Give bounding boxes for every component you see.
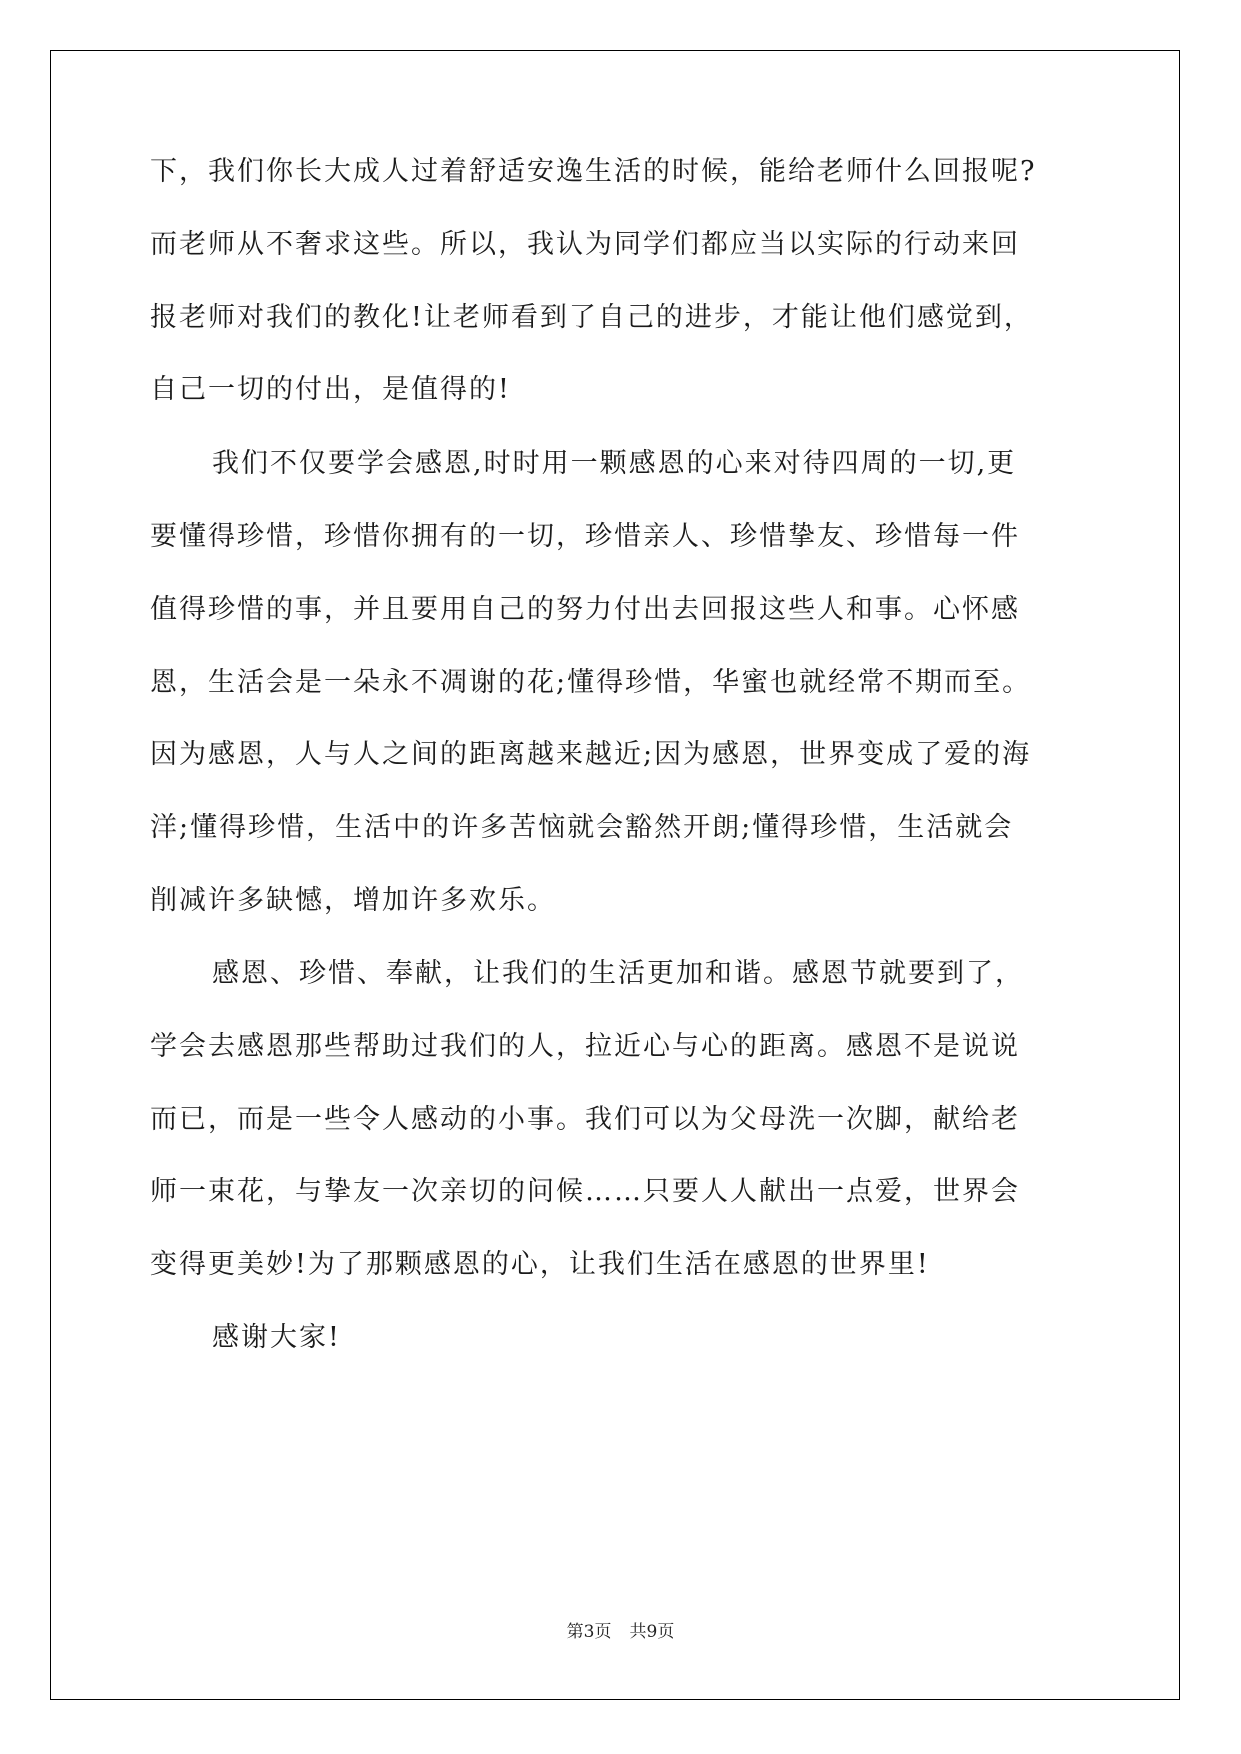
paragraph-2-line-4: 恩，生活会是一朵永不凋谢的花;懂得珍惜，华蜜也就经常不期而至。 <box>150 667 1032 698</box>
page-number: 第3页 <box>566 1622 612 1642</box>
paragraph-1-line-1: 下，我们你长大成人过着舒适安逸生活的时候，能给老师什么回报呢? <box>150 156 1037 187</box>
page-footer <box>0 1620 1241 1644</box>
paragraph-2-line-3: 值得珍惜的事，并且要用自己的努力付出去回报这些人和事。心怀感 <box>150 594 1020 625</box>
paragraph-3-line-4: 师一束花，与挚友一次亲切的问候……只要人人献出一点爱，世界会 <box>150 1176 1020 1207</box>
paragraph-2-line-7: 削减许多缺憾，增加许多欢乐。 <box>150 885 556 916</box>
paragraph-1-line-3: 报老师对我们的教化!让老师看到了自己的进步，才能让他们感觉到， <box>150 302 1033 333</box>
paragraph-1-line-4: 自己一切的付出，是值得的! <box>150 374 511 405</box>
paragraph-2-line-6: 洋;懂得珍惜，生活中的许多苦恼就会豁然开朗;懂得珍惜，生活就会 <box>150 812 1014 843</box>
page-total: 共9页 <box>629 1622 675 1642</box>
paragraph-1-line-2: 而老师从不奢求这些。所以，我认为同学们都应当以实际的行动来回 <box>150 229 1020 260</box>
paragraph-2-line-1: 我们不仅要学会感恩,时时用一颗感恩的心来对待四周的一切,更 <box>212 448 1017 479</box>
paragraph-3-line-2: 学会去感恩那些帮助过我们的人，拉近心与心的距离。感恩不是说说 <box>150 1031 1020 1062</box>
paragraph-4-line-1: 感谢大家! <box>212 1322 341 1353</box>
paragraph-3-line-5: 变得更美妙!为了那颗感恩的心，让我们生活在感恩的世界里! <box>150 1249 930 1280</box>
paragraph-3-line-1: 感恩、珍惜、奉献，让我们的生活更加和谐。感恩节就要到了， <box>212 958 1024 989</box>
paragraph-2-line-2: 要懂得珍惜，珍惜你拥有的一切，珍惜亲人、珍惜挚友、珍惜每一件 <box>150 521 1020 552</box>
paragraph-3-line-3: 而已，而是一些令人感动的小事。我们可以为父母洗一次脚，献给老 <box>150 1104 1020 1135</box>
paragraph-2-line-5: 因为感恩，人与人之间的距离越来越近;因为感恩，世界变成了爱的海 <box>150 739 1032 770</box>
